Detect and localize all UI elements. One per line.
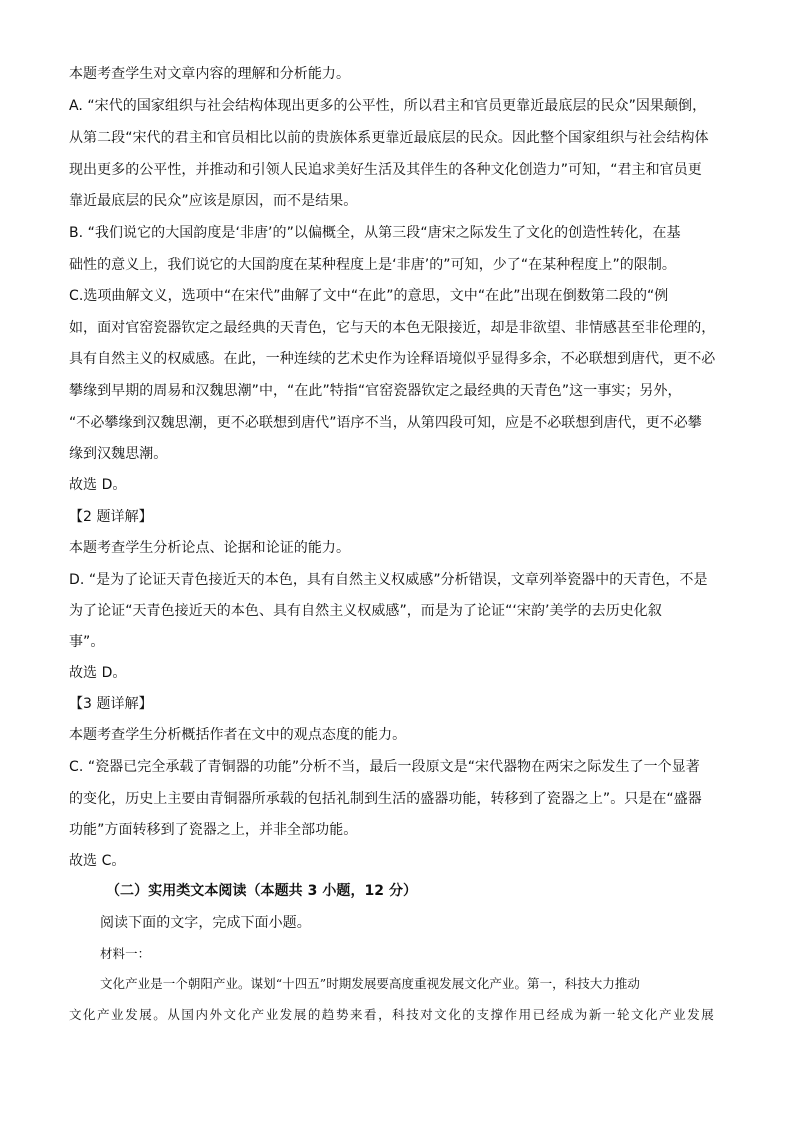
text-line: “不必攀缘到汉魏思潮，更不必联想到唐代”语序不当，从第四段可知，应是不必联想到唐代，更不必攀 — [69, 415, 702, 431]
text-line: 本题考查学生对文章内容的理解和分析能力。 — [69, 66, 350, 82]
text-line: 如，面对官窑瓷器钦定之最经典的天青色，它与天的本色无限接近，却是非欲望、非情感甚至非伦理的， — [69, 320, 716, 336]
text-line: 故选 D。 — [69, 665, 127, 681]
material-text-line: 文化产业发展。从国内外文化产业发展的趋势来看，科技对文化的支撑作用已经成为新一轮文化产业发展 — [69, 1007, 716, 1022]
text-line: 现出更多的公平性，并推动和引领人民追求美好生活及其伴生的各种文化创造力”可知，“君主和官员更 — [69, 162, 702, 178]
text-line: 从第二段“宋代的君主和官员相比以前的贵族体系更靠近最底层的民众。因此整个国家组织与社会结构体 — [69, 130, 709, 146]
text-line: B. “我们说它的大国韵度是‘非唐’的”以偏概全，从第三段“唐宋之际发生了文化的创造性转化，在基 — [69, 225, 681, 241]
text-line: 攀缘到早期的周易和汉魏思潮”中，“在此”特指“官窑瓷器钦定之最经典的天青色”这一事实；另外， — [69, 383, 682, 399]
text-line: 为了论证“天青色接近天的本色、具有自然主义权威感”，而是为了论证“‘宋韵’美学的去历史化叙 — [69, 603, 662, 619]
material-label: 材料一： — [100, 946, 151, 961]
section-heading: （二）实用类文本阅读（本题共 3 小题，12 分） — [106, 883, 418, 899]
text-line: C. “瓷器已完全承载了青铜器的功能”分析不当，最后一段原文是“宋代器物在两宋之际发生了一个显著 — [69, 759, 700, 775]
text-line: 本题考查学生分析论点、论据和论证的能力。 — [69, 540, 350, 556]
subsection-heading: 【3 题详解】 — [69, 696, 153, 712]
text-line: 功能”方面转移到了瓷器之上，并非全部功能。 — [69, 822, 358, 838]
text-line: 故选 D。 — [69, 477, 127, 493]
text-line: 础性的意义上，我们说它的大国韵度在某种程度上是‘非唐’的”可知，少了“在某种程度上”的限制。 — [69, 257, 676, 273]
text-line: C.选项曲解文义，选项中“在宋代”曲解了文中“在此”的意思，文中“在此”出现在倒数第二段的“例 — [69, 288, 669, 304]
text-line: 的变化，历史上主要由青铜器所承载的包括礼制到生活的盛器功能，转移到了瓷器之上”。只是在“盛器 — [69, 791, 702, 807]
text-line: D. “是为了论证天青色接近天的本色，具有自然主义权威感”分析错误，文章列举瓷器中的天青色，不是 — [69, 572, 708, 588]
text-line: A. “宋代的国家组织与社会结构体现出更多的公平性，所以君主和官员更靠近最底层的民众”因果颠倒， — [69, 98, 707, 114]
instruction-text: 阅读下面的文字，完成下面小题。 — [100, 915, 311, 931]
text-line: 缘到汉魏思潮。 — [69, 446, 168, 462]
text-line: 具有自然主义的权威感。在此，一种连续的艺术史作为诠释语境似乎显得多余，不必联想到唐代，更不必 — [69, 351, 716, 367]
material-text-line: 文化产业是一个朝阳产业。谋划“十四五”时期发展要高度重视发展文化产业。第一，科技大力推动 — [100, 976, 640, 991]
text-line: 靠近最底层的民众”应该是原因，而不是结果。 — [69, 193, 358, 209]
subsection-heading: 【2 题详解】 — [69, 509, 153, 525]
text-line: 本题考查学生分析概括作者在文中的观点态度的能力。 — [69, 727, 407, 743]
text-line: 事”。 — [69, 634, 105, 650]
text-line: 故选 C。 — [69, 853, 126, 869]
